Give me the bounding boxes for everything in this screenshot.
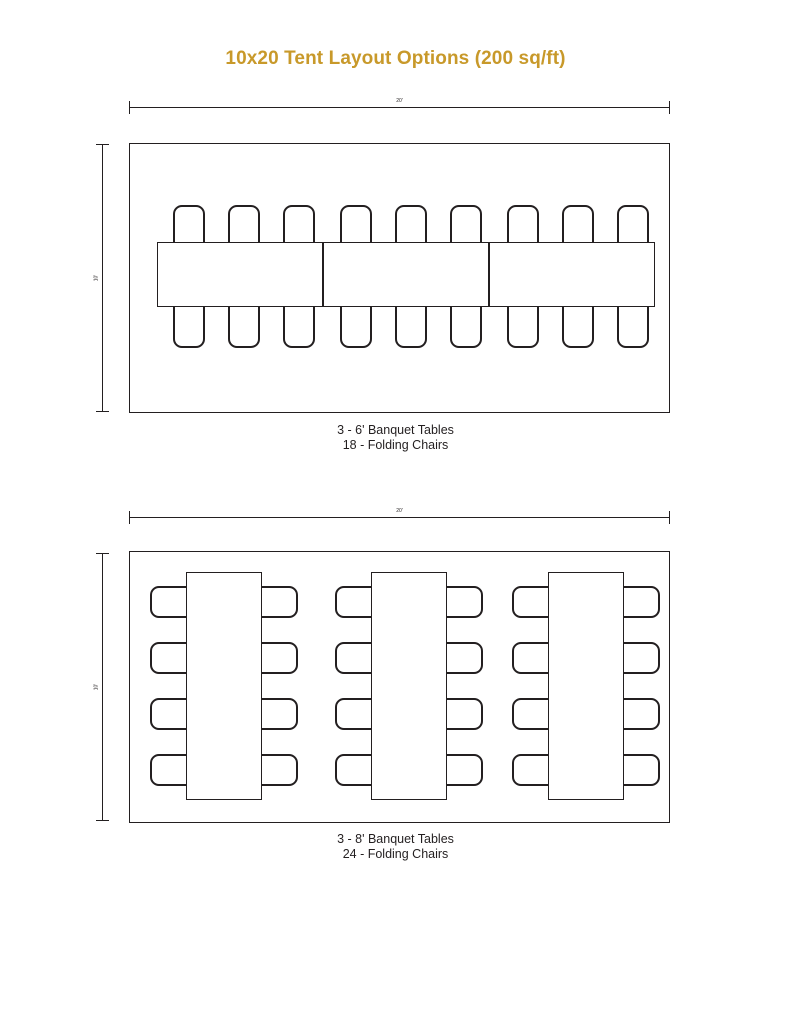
chair[interactable]	[507, 304, 539, 348]
banquet-table[interactable]	[371, 572, 447, 800]
dimension-height-label: 10'	[93, 274, 100, 282]
caption-line-tables: 3 - 8' Banquet Tables	[337, 832, 454, 846]
banquet-table[interactable]	[323, 242, 489, 307]
dimension-line	[129, 107, 670, 108]
caption-line-chairs: 18 - Folding Chairs	[342, 438, 449, 452]
dimension-height-left-2	[93, 553, 108, 821]
dimension-height-left-1	[93, 144, 108, 412]
chair[interactable]	[173, 304, 205, 348]
chair[interactable]	[283, 304, 315, 348]
dimension-width-label: 20'	[385, 507, 415, 515]
caption-line-chairs: 24 - Folding Chairs	[342, 847, 449, 861]
chair[interactable]	[450, 304, 482, 348]
chair[interactable]	[617, 304, 649, 348]
dimension-width-top-2	[129, 508, 670, 520]
banquet-table[interactable]	[157, 242, 323, 307]
caption-line-tables: 3 - 6' Banquet Tables	[337, 423, 454, 437]
banquet-table[interactable]	[186, 572, 262, 800]
banquet-table[interactable]	[489, 242, 655, 307]
tent-area-1	[129, 143, 670, 413]
caption-2	[0, 832, 791, 862]
tent-area-2	[129, 551, 670, 823]
page-title: 10x20 Tent Layout Options (200 sq/ft)	[225, 48, 566, 69]
dimension-width-top-1	[129, 98, 670, 110]
dimension-width-label: 20'	[385, 97, 415, 105]
dimension-height-label: 10'	[93, 683, 100, 691]
chair[interactable]	[395, 304, 427, 348]
dimension-line	[102, 553, 103, 821]
chair[interactable]	[340, 304, 372, 348]
chair[interactable]	[228, 304, 260, 348]
dimension-line	[102, 144, 103, 412]
banquet-table[interactable]	[548, 572, 624, 800]
dimension-line	[129, 517, 670, 518]
caption-1	[0, 423, 791, 453]
chair[interactable]	[562, 304, 594, 348]
